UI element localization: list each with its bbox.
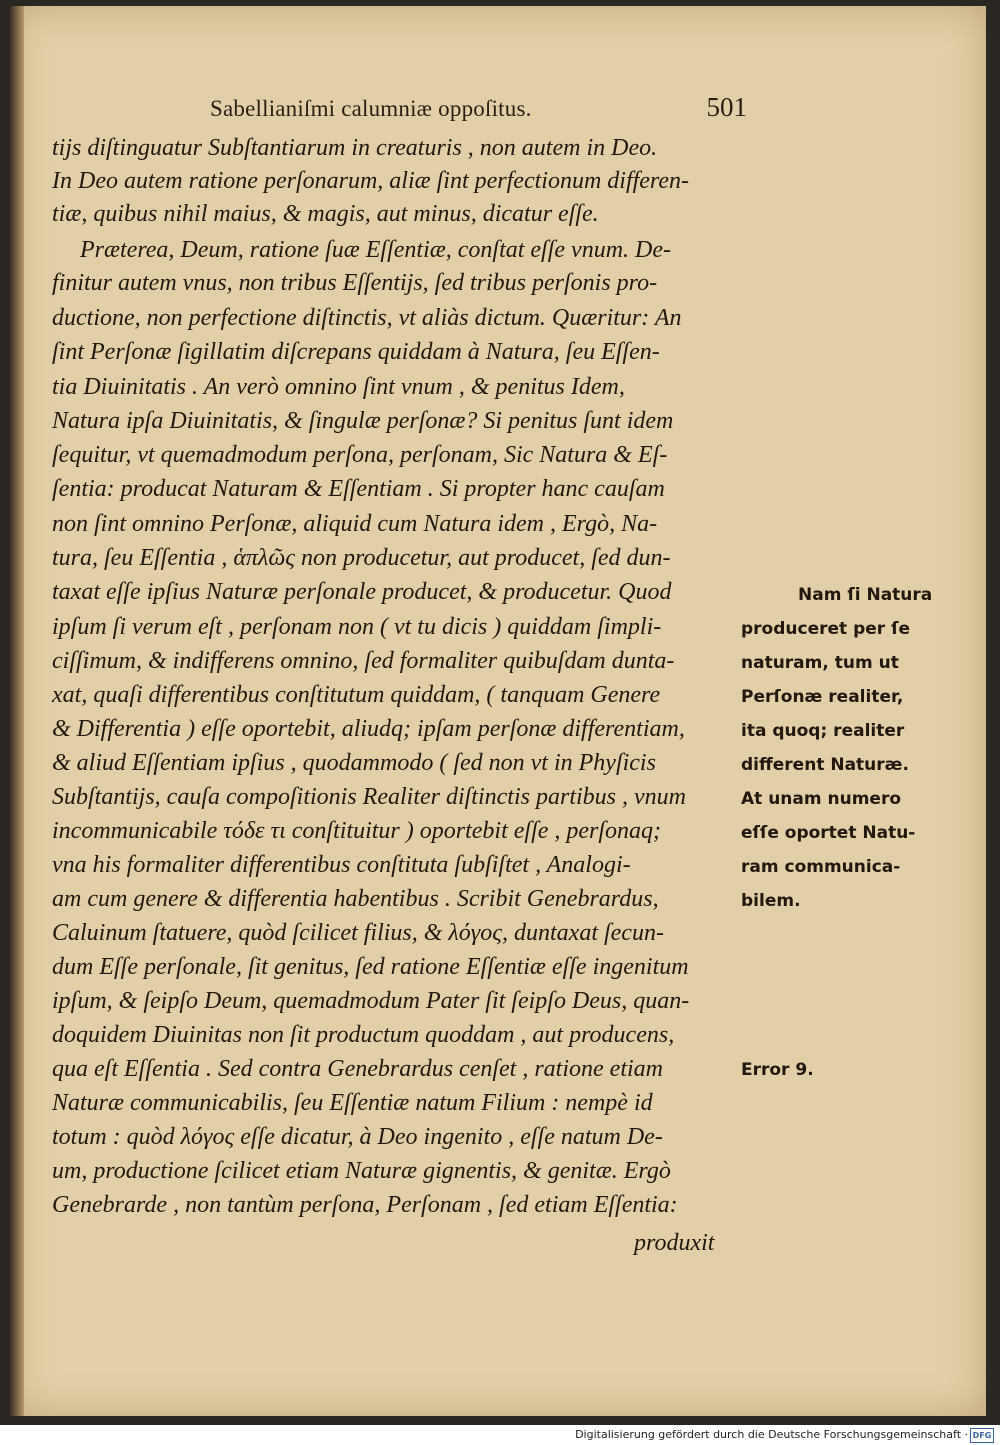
margin-note-line: different Naturæ. bbox=[741, 755, 909, 775]
margin-note-line: At unam numero bbox=[741, 789, 902, 809]
book-page bbox=[10, 6, 986, 1416]
text-line: Caluinum ſtatuere, quòd ſcilicet filius, & λόγος, duntaxat ſecun- bbox=[52, 920, 664, 946]
text-line: um, productione ſcilicet etiam Naturæ gignentis, & genitæ. Ergò bbox=[52, 1158, 671, 1184]
text-line: ſentia: producat Naturam & Eſſentiam . Si propter hanc cauſam bbox=[52, 476, 665, 502]
text-line: ipſum, & ſeipſo Deum, quemadmodum Pater ſit ſeipſo Deus, quan- bbox=[52, 988, 690, 1014]
text-line: tiæ, quibus nihil maius, & magis, aut minus, dicatur eſſe. bbox=[52, 201, 599, 227]
margin-note-line: eſſe oportet Natu- bbox=[741, 823, 916, 843]
dfg-logo-icon: DFG bbox=[970, 1428, 994, 1443]
margin-note-line: Perſonæ realiter, bbox=[741, 687, 904, 707]
text-line: tura, ſeu Eſſentia , ἁπλῶς non producetur, aut producet, ſed dun- bbox=[52, 545, 671, 571]
margin-note-line: bilem. bbox=[741, 891, 801, 911]
text-line: ductione, non perfectione diſtinctis, vt aliàs dictum. Quæritur: An bbox=[52, 305, 682, 331]
margin-note-line: ram communica- bbox=[741, 857, 901, 877]
margin-note-error: Error 9. bbox=[741, 1060, 814, 1080]
text-line: In Deo autem ratione perſonarum, aliæ ſint perfectionum differen- bbox=[52, 168, 690, 194]
page-header bbox=[210, 92, 755, 132]
text-line: incommunicabile τόδε τι conſtituitur ) oportebit eſſe , perſonaq; bbox=[52, 818, 662, 844]
text-line: ſequitur, vt quemadmodum perſona, perſonam, Sic Natura & Eſ- bbox=[52, 442, 668, 468]
text-line: Subſtantijs, cauſa compoſitionis Realiter diſtinctis partibus , vnum bbox=[52, 784, 686, 810]
margin-note-line: Nam ſi Natura bbox=[798, 585, 933, 605]
text-line: am cum genere & differentia habentibus . Scribit Genebrardus, bbox=[52, 886, 659, 912]
text-line: finitur autem vnus, non tribus Eſſentijs, ſed tribus perſonis pro- bbox=[52, 270, 658, 296]
text-line: ſint Perſonæ ſigillatim diſcrepans quiddam à Natura, ſeu Eſſen- bbox=[52, 339, 660, 365]
page-number: 501 bbox=[706, 92, 747, 122]
margin-note-line: ita quoq; realiter bbox=[741, 721, 905, 741]
text-line: non ſint omnino Perſonæ, aliquid cum Natura idem , Ergò, Na- bbox=[52, 511, 658, 537]
text-line: & Differentia ) eſſe oportebit, aliudq; ipſam perſonæ differentiam, bbox=[52, 716, 685, 742]
margin-note-line: naturam, tum ut bbox=[741, 653, 899, 673]
text-line: & aliud Eſſentiam ipſius , quodammodo ( ſed non vt in Phyſicis bbox=[52, 750, 656, 776]
text-line: qua eſt Eſſentia . Sed contra Genebrardus cenſet , ratione etiam bbox=[52, 1056, 663, 1082]
catchword: produxit bbox=[634, 1230, 715, 1256]
text-line: tijs diſtinguatur Subſtantiarum in creaturis , non autem in Deo. bbox=[52, 135, 658, 161]
text-line: xat, quaſi differentibus conſtitutum quiddam, ( tanquam Genere bbox=[52, 682, 661, 708]
text-line: dum Eſſe perſonale, ſit genitus, ſed ratione Eſſentiæ eſſe ingenitum bbox=[52, 954, 689, 980]
text-line: doquidem Diuinitas non ſit productum quoddam , aut producens, bbox=[52, 1022, 675, 1048]
text-line: Naturæ communicabilis, ſeu Eſſentiæ natum Filium : nempè id bbox=[52, 1090, 653, 1116]
text-line: ipſum ſi verum eſt , perſonam non ( vt tu dicis ) quiddam ſimpli- bbox=[52, 614, 662, 640]
text-line: Præterea, Deum, ratione ſuæ Eſſentiæ, conſtat eſſe vnum. De- bbox=[80, 237, 671, 263]
running-title: Sabellianiſmi calumniæ oppoſitus. bbox=[210, 96, 532, 121]
text-line: totum : quòd λόγος eſſe dicatur, à Deo ingenito , eſſe natum De- bbox=[52, 1124, 663, 1150]
text-line: Genebrarde , non tantùm perſona, Perſonam , ſed etiam Eſſentia: bbox=[52, 1192, 678, 1218]
text-line: tia Diuinitatis . An verò omnino ſint vnum , & penitus Idem, bbox=[52, 374, 625, 400]
margin-note-line: produceret per ſe bbox=[741, 619, 910, 639]
text-line: Natura ipſa Diuinitatis, & ſingulæ perſonæ? Si penitus ſunt idem bbox=[52, 408, 674, 434]
page-gutter-shadow bbox=[10, 6, 24, 1416]
funding-credit: Digitalisierung gefördert durch die Deutsche Forschungsgemeinschaft · bbox=[575, 1428, 968, 1441]
footer-bar bbox=[0, 1425, 1000, 1445]
text-line: vna his formaliter differentibus conſtituta ſubſiſtet , Analogi- bbox=[52, 852, 631, 878]
text-line: ciſſimum, & indifferens omnino, ſed formaliter quibuſdam dunta- bbox=[52, 648, 675, 674]
text-line: taxat eſſe ipſius Naturæ perſonale producet, & producetur. Quod bbox=[52, 579, 672, 605]
